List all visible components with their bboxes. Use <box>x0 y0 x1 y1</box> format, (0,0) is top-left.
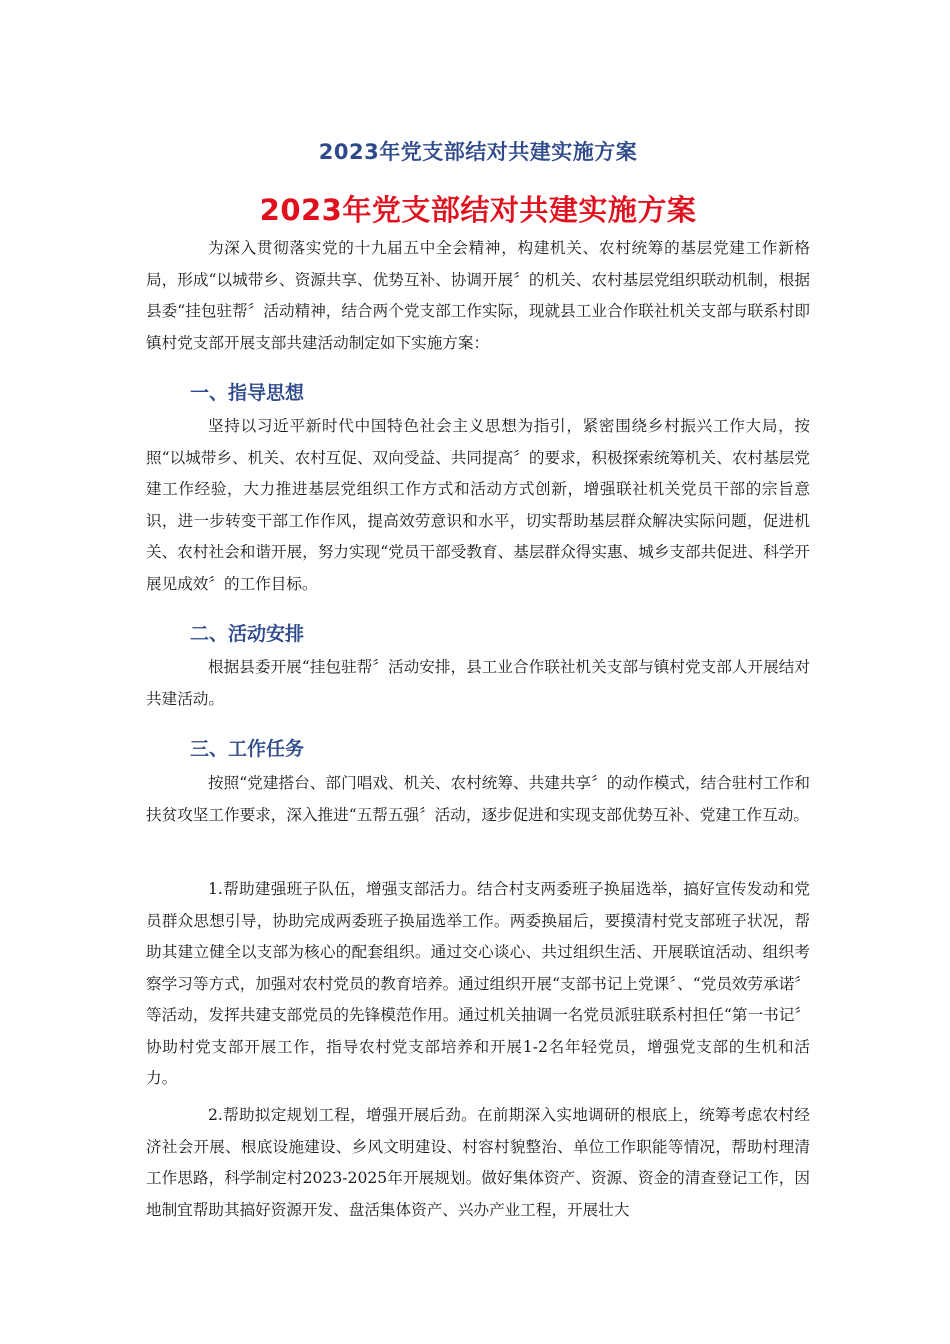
task-1-paragraph: 1.帮助建强班子队伍，增强支部活力。结合村支两委班子换届选举，搞好宣传发动和党员群众思想引导，协助完成两委班子换届选举工作。两委换届后，要摸清村党支部班子状况，帮助其建立健全以支部为核心的配套组织。通过交心谈心、共过组织生活、开展联谊活动、组织考察学习等方式，加强对农村党员的教育培养。通过组织开展“支部书记上党课〞、“党员效劳承诺〞等活动，发挥共建支部党员的先锋模范作用。通过机关抽调一名党员派驻联系村担任“第一书记〞协助村党支部开展工作，指导农村党支部培养和开展1-2名年轻党员，增强党支部的生机和活力。 <box>146 880 810 1087</box>
section-heading-work-tasks: 三、工作任务 <box>190 738 305 760</box>
section-heading-guiding-thought: 一、指导思想 <box>190 382 305 404</box>
document-title: 2023年党支部结对共建实施方案 <box>259 193 697 227</box>
section-heading-activity-arrangement: 二、活动安排 <box>190 623 305 645</box>
intro-paragraph: 为深入贯彻落实党的十九届五中全会精神，构建机关、农村统筹的基层党建工作新格局，形成“以城带乡、资源共享、优势互补、协调开展〞的机关、农村基层党组织联动机制，根据县委“挂包驻帮〞活动精神，结合两个党支部工作实际，现就县工业合作联社机关支部与联系村即镇村党支部开展支部共建活动制定如下实施方案： <box>146 239 810 352</box>
task-2-paragraph: 2.帮助拟定规划工程，增强开展后劲。在前期深入实地调研的根底上，统筹考虑农村经济社会开展、根底设施建设、乡风文明建设、村容村貌整治、单位工作职能等情况，帮助村理清工作思路，科学制定村2023-2025年开展规划。做好集体资产、资源、资金的清查登记工作，因地制宜帮助其搞好资源开发、盘活集体资产、兴办产业工程，开展壮大 <box>146 1106 810 1219</box>
page-header-title: 2023年党支部结对共建实施方案 <box>318 140 638 164</box>
section-2-paragraph: 根据县委开展“挂包驻帮〞活动安排，县工业合作联社机关支部与镇村党支部人开展结对共建活动。 <box>146 658 810 708</box>
section-1-paragraph: 坚持以习近平新时代中国特色社会主义思想为指引，紧密围绕乡村振兴工作大局，按照“以城带乡、机关、农村互促、双向受益、共同提高〞的要求，积极探索统筹机关、农村基层党建工作经验，大力推进基层党组织工作方式和活动方式创新，增强联社机关党员干部的宗旨意识，进一步转变干部工作作风，提高效劳意识和水平，切实帮助基层群众解决实际问题，促进机关、农村社会和谐开展，努力实现“党员干部受教育、基层群众得实惠、城乡支部共促进、科学开展见成效〞的工作目标。 <box>146 417 810 593</box>
section-3-intro-paragraph: 按照“党建搭台、部门唱戏、机关、农村统筹、共建共享〞的动作模式，结合驻村工作和扶贫攻坚工作要求，深入推进“五帮五强〞活动，逐步促进和实现支部优势互补、党建工作互动。 <box>146 774 810 824</box>
